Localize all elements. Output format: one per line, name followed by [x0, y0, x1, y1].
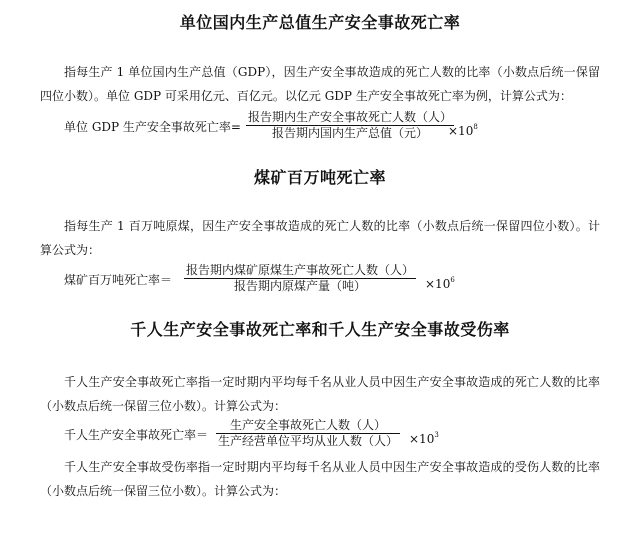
multiplier-exponent: 3 — [434, 431, 439, 439]
formula-denominator: 报告期内原煤产量（吨） — [234, 279, 367, 293]
formula-multiplier — [425, 273, 455, 291]
formula-gdp-death-rate — [64, 110, 524, 160]
multiplier-exponent: 6 — [450, 276, 455, 284]
paragraph-per-thousand-injury-rate: 千人生产安全事故受伤率指一定时期内平均每千名从业人员中因生产安全事故造成的受伤人数的比率（小数点后统一保留三位小数）。计算公式为： — [40, 460, 600, 498]
formula-multiplier — [409, 428, 439, 446]
formula-fraction — [216, 418, 400, 449]
formula-numerator: 报告期内煤矿原煤生产事故死亡人数（人） — [186, 263, 415, 277]
section-title-coal-mine-death-rate: 煤矿百万吨死亡率 — [253, 168, 386, 187]
formula-denominator: 报告期内国内生产总值（元） — [272, 126, 429, 140]
section-title-per-thousand-rates: 千人生产安全事故死亡率和千人生产安全事故受伤率 — [130, 320, 510, 339]
formula-numerator: 生产安全事故死亡人数（人） — [230, 418, 387, 432]
paragraph-gdp-death-rate: 指每生产 1 单位国内生产总值（GDP），因生产安全事故造成的死亡人数的比率（小数点后统一保留四位小数）。单位 GDP 可采用亿元、百亿元。以亿元 GDP 生产安全事故死亡率为例，计算公式为： — [40, 65, 600, 103]
formula-coal-mine-death-rate — [64, 263, 484, 313]
formula-fraction — [246, 110, 454, 141]
formula-label: 煤矿百万吨死亡率＝ — [64, 273, 173, 287]
section-title-gdp-death-rate: 单位国内生产总值生产安全事故死亡率 — [179, 13, 461, 32]
formula-label: 单位 GDP 生产安全事故死亡率= — [64, 120, 241, 134]
formula-label: 千人生产安全事故死亡率＝ — [64, 428, 209, 442]
multiplier-base: ×10 — [409, 432, 435, 446]
formula-multiplier — [448, 120, 478, 138]
paragraph-coal-mine-death-rate: 指每生产 1 百万吨原煤，因生产安全事故造成的死亡人数的比率（小数点后统一保留四位小数）。计算公式为： — [40, 219, 600, 257]
formula-numerator: 报告期内生产安全事故死亡人数（人） — [248, 110, 453, 124]
paragraph-per-thousand-death-rate: 千人生产安全事故死亡率指一定时期内平均每千名从业人员中因生产安全事故造成的死亡人数的比率（小数点后统一保留三位小数）。计算公式为： — [40, 375, 600, 413]
formula-fraction — [184, 263, 416, 294]
multiplier-base: ×10 — [448, 124, 474, 138]
multiplier-base: ×10 — [425, 277, 451, 291]
formula-denominator: 生产经营单位平均从业人数（人） — [218, 434, 399, 448]
multiplier-exponent: 8 — [473, 123, 478, 131]
